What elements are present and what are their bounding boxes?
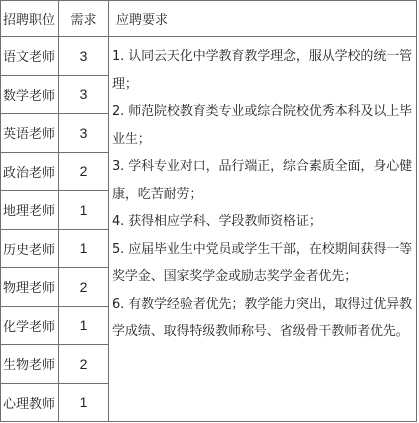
header-requirements: 应聘要求 <box>109 1 417 37</box>
quota-cell: 1 <box>59 306 109 345</box>
position-cell: 英语老师 <box>1 114 59 153</box>
position-cell: 政治老师 <box>1 152 59 191</box>
quota-cell: 1 <box>59 229 109 268</box>
header-position: 招聘职位 <box>1 1 59 37</box>
requirement-item-1: 1. 认同云天化中学教育教学理念，服从学校的统一管理； <box>112 49 413 92</box>
quota-cell: 1 <box>59 383 109 422</box>
quota-cell: 2 <box>59 268 109 307</box>
header-quota: 需求 <box>59 1 109 37</box>
requirement-item-6: 6. 有教学经验者优先；教学能力突出，取得过优异教学成绩、取得特级教师称号、省级骨干教师者优先。 <box>112 296 413 339</box>
table-header-row <box>1 1 417 37</box>
quota-cell: 2 <box>59 152 109 191</box>
requirement-item-2: 2. 师范院校教育类专业或综合院校优秀本科及以上毕业生； <box>112 104 413 147</box>
table-row <box>1 37 417 76</box>
quota-cell: 2 <box>59 345 109 384</box>
requirements-cell <box>109 37 417 422</box>
position-cell: 化学老师 <box>1 306 59 345</box>
quota-cell: 3 <box>59 37 109 76</box>
position-cell: 历史老师 <box>1 229 59 268</box>
requirement-item-4: 4. 获得相应学科、学段教师资格证； <box>112 214 322 229</box>
position-cell: 语文老师 <box>1 37 59 76</box>
position-cell: 生物老师 <box>1 345 59 384</box>
requirement-item-3: 3. 学科专业对口，品行端正，综合素质全面，身心健康，吃苦耐劳； <box>112 159 413 202</box>
position-cell: 数学老师 <box>1 75 59 114</box>
position-cell: 地理老师 <box>1 191 59 230</box>
quota-cell: 1 <box>59 191 109 230</box>
position-cell: 物理老师 <box>1 268 59 307</box>
quota-cell: 3 <box>59 75 109 114</box>
quota-cell: 3 <box>59 114 109 153</box>
requirement-item-5: 5. 应届毕业生中党员或学生干部，在校期间获得一等奖学金、国家奖学金或励志奖学金者优先； <box>112 241 413 284</box>
position-cell: 心理教师 <box>1 383 59 422</box>
